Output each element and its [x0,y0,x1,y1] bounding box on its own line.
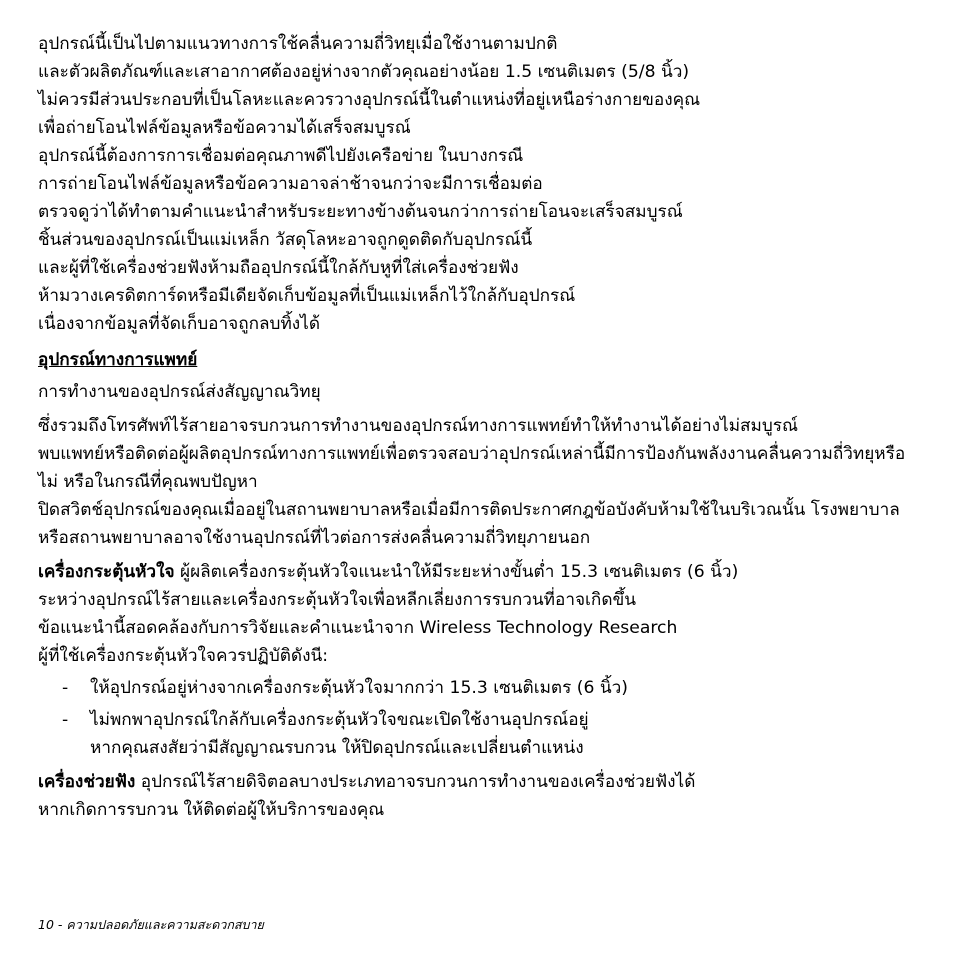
medical-section [38,378,918,552]
hearing-aid-section [38,768,918,824]
intro-line: เพื่อถ่ายโอนไฟล์ข้อมูลหรือข้อความได้เสร็จสมบูรณ์ [38,118,411,138]
bullet-line: ให้อุปกรณ์อยู่ห่างจากเครื่องกระตุ้นหัวใจมากกว่า 15.3 เซนติเมตร (6 นิ้ว) [90,678,628,698]
intro-line: การถ่ายโอนไฟล์ข้อมูลหรือข้อความอาจล่าช้าจนกว่าจะมีการเชื่อมต่อ [38,174,543,194]
bullet-text [86,706,589,762]
bullet-item [38,706,918,762]
pacemaker-line: ผู้ที่ใช้เครื่องกระตุ้นหัวใจควรปฏิบัติดังนี: [38,646,328,666]
medical-paragraph: พบแพทย์หรือติดต่อผู้ผลิตอุปกรณ์ทางการแพทย์เพื่อตรวจสอบว่าอุปกรณ์เหล่านี้มีการป้องกันพลังงานคลื่นความถี่วิทยุหรือไม่ หรือในกรณีที่คุณพบปัญหา [38,444,906,492]
intro-line: และตัวผลิตภัณฑ์และเสาอากาศต้องอยู่ห่างจากตัวคุณอย่างน้อย 1.5 เซนติเมตร (5/8 นิ้ว) [38,62,690,82]
medical-devices-heading: อุปกรณ์ทางการแพทย์ [38,350,198,370]
page-footer: 10 - ความปลอดภัยและความสะดวกสบาย [38,917,264,932]
hearing-aid-line [38,768,918,796]
pacemaker-section [38,558,918,762]
intro-line: อุปกรณ์นี้เป็นไปตามแนวทางการใช้คลื่นความถี่วิทยุเมื่อใช้งานตามปกติ [38,34,558,54]
bullet-line: ไม่พกพาอุปกรณ์ใกล้กับเครื่องกระตุ้นหัวใจขณะเปิดใช้งานอุปกรณ์อยู่ [90,710,589,730]
pacemaker-label: เครื่องกระตุ้นหัวใจ [38,562,175,582]
intro-line: และผู้ที่ใช้เครื่องช่วยฟังห้ามถืออุปกรณ์นี้ใกล้กับหูที่ใส่เครื่องช่วยฟัง [38,258,519,278]
bullet-text [86,674,628,702]
pacemaker-line: ข้อแนะนำนี้สอดคล้องกับการวิจัยและคำแนะนำจาก Wireless Technology Research [38,618,678,638]
bullet-dash: - [62,710,69,730]
intro-line: ห้ามวางเครดิตการ์ดหรือมีเดียจัดเก็บข้อมูลที่เป็นแม่เหล็กไว้ใกล้กับอุปกรณ์ [38,286,576,306]
hearing-aid-label: เครื่องช่วยฟัง [38,772,136,792]
intro-line: เนื่องจากข้อมูลที่จัดเก็บอาจถูกลบทิ้งได้ [38,314,320,334]
pacemaker-text: ผู้ผลิตเครื่องกระตุ้นหัวใจแนะนำให้มีระยะห่างขั้นต่ำ 15.3 เซนติเมตร (6 นิ้ว) [174,562,739,582]
document-page [38,30,918,824]
intro-line: ตรวจดูว่าได้ทำตามคำแนะนำสำหรับระยะทางข้างต้นจนกว่าการถ่ายโอนจะเสร็จสมบูรณ์ [38,202,683,222]
medical-line: การทำงานของอุปกรณ์ส่งสัญญาณวิทยุ [38,382,321,402]
hearing-aid-line: หากเกิดการรบกวน ให้ติดต่อผู้ให้บริการของคุณ [38,800,385,820]
pacemaker-line [38,558,918,586]
bullet-item [38,674,918,702]
bullet-line: หากคุณสงสัยว่ามีสัญญาณรบกวน ให้ปิดอุปกรณ์และเปลี่ยนตำแหน่ง [90,738,584,758]
intro-line: ไม่ควรมีส่วนประกอบที่เป็นโลหะและควรวางอุปกรณ์นี้ในตำแหน่งที่อยู่เหนือร่างกายของคุณ [38,90,701,110]
medical-paragraph: ซึ่งรวมถึงโทรศัพท์ไร้สายอาจรบกวนการทำงานของอุปกรณ์ทางการแพทย์ทำให้ทำงานได้อย่างไม่สมบูรณ์ [38,416,798,436]
intro-line: ชิ้นส่วนของอุปกรณ์เป็นแม่เหล็ก วัสดุโลหะอาจถูกดูดติดกับอุปกรณ์นี้ [38,230,533,250]
medical-paragraph: ปิดสวิตช์อุปกรณ์ของคุณเมื่ออยู่ในสถานพยาบาลหรือเมื่อมีการติดประกาศกฎข้อบังคับห้ามใช้ในบริเวณนั้น โรงพยาบาลหรือสถานพยาบาลอาจใช้งานอุปกรณ์ที่ไวต่อการส่งคลื่นความถี่วิทยุภายนอก [38,500,900,548]
hearing-aid-text: อุปกรณ์ไร้สายดิจิตอลบางประเภทอาจรบกวนการทำงานของเครื่องช่วยฟังได้ [135,772,696,792]
pacemaker-line: ระหว่างอุปกรณ์ไร้สายและเครื่องกระตุ้นหัวใจเพื่อหลีกเลี่ยงการรบกวนที่อาจเกิดขึ้น [38,590,636,610]
intro-section [38,30,918,338]
bullet-dash: - [62,678,69,698]
intro-line: อุปกรณ์นี้ต้องการการเชื่อมต่อคุณภาพดีไปยังเครือข่าย ในบางกรณี [38,146,524,166]
